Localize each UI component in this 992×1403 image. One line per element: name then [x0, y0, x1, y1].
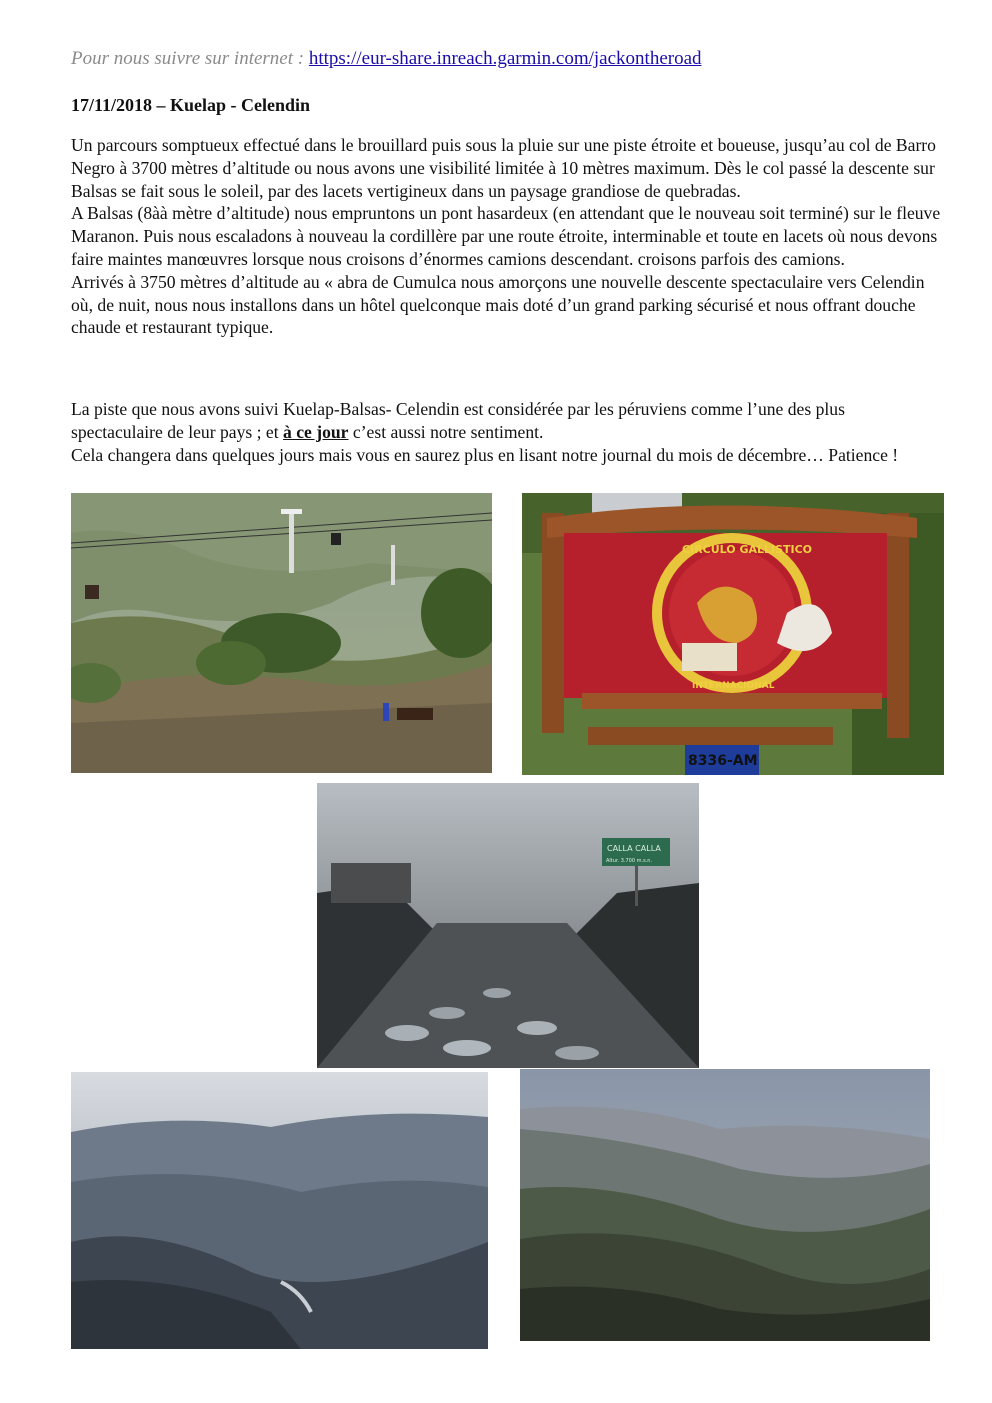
- follow-label: Pour nous suivre sur internet :: [71, 48, 309, 69]
- photo-gallistico-banner: [522, 493, 944, 775]
- license-plate-text: 8336-AM: [688, 753, 758, 769]
- paragraph-line: Arrivés à 3750 mètres d’altitude au « abra de Cumulca nous amorçons une nouvelle descente spectaculaire vers Celendin où, de nuit, nous nous installons dans un hôtel quelconque mais doté d’un grand parking sécurisé et nous offrant douche chaude et restaurant typique.: [71, 271, 925, 338]
- intro-paragraph: [71, 134, 941, 339]
- paragraph-line: Cela changera dans quelques jours mais vous en saurez plus en lisant notre journal du mois de décembre… Patience !: [71, 444, 899, 465]
- text-before: La piste que nous avons suivi Kuelap-Balsas- Celendin est considérée par les péruviens comme l’une des plus spectaculaire de leur pays ; et: [71, 399, 845, 442]
- road-sign-name: CALLA CALLA: [607, 844, 661, 853]
- paragraph-line: A Balsas (8àà mètre d’altitude) nous empruntons un pont hasardeux (en attendant que le nouveau soit terminé) sur le fleuve Maranon. Puis nous escaladons à nouveau la cordillère par une route étroite, interminable et toute en lacets où nous devons faire maintes manœuvres lorsque nous croisons d’énormes camions descendant. croisons parfois des camions.: [71, 203, 941, 269]
- follow-line: [71, 48, 702, 70]
- tracking-link[interactable]: https://eur-share.inreach.garmin.com/jackontheroad: [308, 48, 702, 69]
- banner-title-text: CIRCULO GALLISTICO: [682, 543, 813, 556]
- page-title: 17/11/2018 – Kuelap - Celendin: [71, 95, 311, 115]
- conclusion-paragraph: [71, 398, 941, 466]
- paragraph-line: Un parcours somptueux effectué dans le brouillard puis sous la pluie sur une piste étroite et boueuse, jusqu’au col de Barro Negro à 3700 mètres d’altitude ou nous avons une visibilité limitée à 10 mètres maximum. Dès le col passé la descente sur Balsas se fait sous le soleil, par des lacets vertigineux dans un paysage grandiose de quebradas.: [71, 135, 936, 201]
- photo-valley-river: [71, 1072, 488, 1349]
- road-sign-altitude: Altur. 3.700 m.s.n.: [606, 858, 653, 864]
- emphasis-text: à ce jour: [283, 421, 349, 442]
- banner-sub-text: INTERNACIONAL: [692, 681, 775, 691]
- photo-foggy-road: [317, 783, 699, 1068]
- paragraph-line: [71, 398, 941, 444]
- text-after: c’est aussi notre sentiment.: [348, 421, 544, 442]
- photo-cable-car-valley: [71, 493, 492, 773]
- photo-mountain-ridges: [520, 1069, 930, 1341]
